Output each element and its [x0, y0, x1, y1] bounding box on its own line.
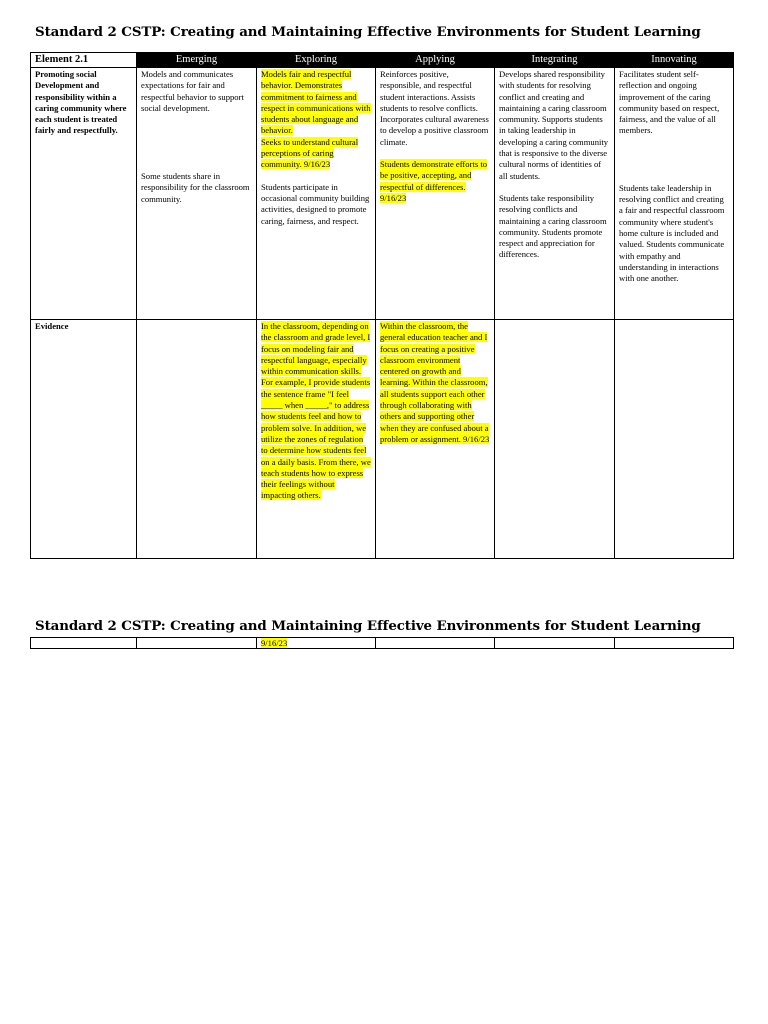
cell-innovating-description — [615, 68, 734, 320]
level-header-exploring: Exploring — [257, 53, 376, 68]
innovating-text-1: Facilitates student self-reflection and ongoing improvement of the caring community based on respect, fairness, and the value of all members. — [619, 69, 720, 136]
applying-text-1: Reinforces positive, responsible, and respectful student interactions. Assists students to resolve conflicts. — [380, 69, 478, 113]
cell-integrating-description — [495, 68, 615, 320]
exploring-text-2: Seeks to understand cultural perceptions of caring community. 9/16/23 — [261, 136, 359, 170]
cell-integrating-evidence — [495, 320, 615, 559]
cell-applying-description — [376, 68, 495, 320]
cell-exploring-description — [257, 68, 376, 320]
emerging-text-1: Models and communicates expectations for fair and respectful behavior to support social development. — [141, 69, 244, 113]
level-header-applying: Applying — [376, 53, 495, 68]
integrating-text-1: Develops shared responsibility with students for resolving conflict and creating and maintaining a caring classroom community. Supports students in taking leadership in developing a caring community that is responsive to the diverse cultural norms of identities of all students. — [499, 69, 609, 181]
continued-row — [31, 638, 734, 649]
integrating-text-2: Students take responsibility resolving conflicts and maintaining a caring classroom community. Students promote respect and appreciation for differences. — [499, 192, 607, 260]
document-title-repeat: Standard 2 CSTP: Creating and Maintaining Effective Environments for Student Learning — [35, 618, 701, 634]
rubric-table-continued — [30, 637, 734, 649]
continued-cell-integrating — [495, 638, 615, 649]
applying-text-3: Students demonstrate efforts to be positive, accepting, and respectful of differences. 9/16/23 — [380, 159, 488, 203]
element-label: Element 2.1 — [31, 53, 137, 68]
continued-exploring-date: 9/16/23 — [261, 638, 288, 648]
evidence-label: Evidence — [31, 320, 137, 559]
exploring-text-1: Models fair and respectful behavior. Demonstrates commitment to fairness and respect in communications with students about language and behavior. — [261, 69, 371, 136]
level-header-innovating: Innovating — [615, 53, 734, 68]
cell-applying-evidence — [376, 320, 495, 559]
continued-cell-innovating — [615, 638, 734, 649]
applying-evidence-text: Within the classroom, the general education teacher and I focus on creating a positive classroom environment centered on growth and learning. Within the classroom, all students support each other through collaborating with others and supporting other when they are confused about a problem or assignment. 9/16/23 — [380, 321, 490, 444]
cell-emerging-evidence — [137, 320, 257, 559]
applying-text-2: Incorporates cultural awareness to develop a positive classroom climate. — [380, 114, 489, 147]
innovating-text-2: Students take leadership in resolving conflict and creating a fair and respectful classroom community where student's home culture is included and valued. Students communicate with empathy and understanding in interactions with one another. — [619, 182, 725, 284]
description-row — [31, 68, 734, 320]
element-description — [31, 68, 137, 320]
continued-cell-applying — [376, 638, 495, 649]
element-description-text: Promoting social Development and responsibility within a caring community where each student is treated fairly and respectfully. — [35, 69, 127, 136]
exploring-evidence-text: In the classroom, depending on the classroom and grade level, I focus on modeling fair and respectful language, especially within communication skills. For example, I provide students the sentence frame "I feel _____ when _____," to address how students feel and how to problem solve. In addition, we utilize the zones of regulation to determine how students feel on a daily basis. From there, we teach students how to express their feelings without impacting others. — [261, 321, 371, 501]
emerging-text-2: Some students share in responsibility for the classroom community. — [141, 171, 250, 204]
cell-exploring-evidence — [257, 320, 376, 559]
cell-emerging-description — [137, 68, 257, 320]
rubric-table — [30, 52, 734, 559]
continued-cell-emerging — [137, 638, 257, 649]
header-row — [31, 53, 734, 68]
document-title: Standard 2 CSTP: Creating and Maintaining Effective Environments for Student Learning — [35, 24, 701, 40]
evidence-row — [31, 320, 734, 559]
cell-innovating-evidence — [615, 320, 734, 559]
level-header-integrating: Integrating — [495, 53, 615, 68]
continued-cell-element — [31, 638, 137, 649]
level-header-emerging: Emerging — [137, 53, 257, 68]
continued-cell-exploring — [257, 638, 376, 649]
exploring-text-3: Students participate in occasional community building activities, designed to promote caring, fairness, and respect. — [261, 181, 370, 226]
